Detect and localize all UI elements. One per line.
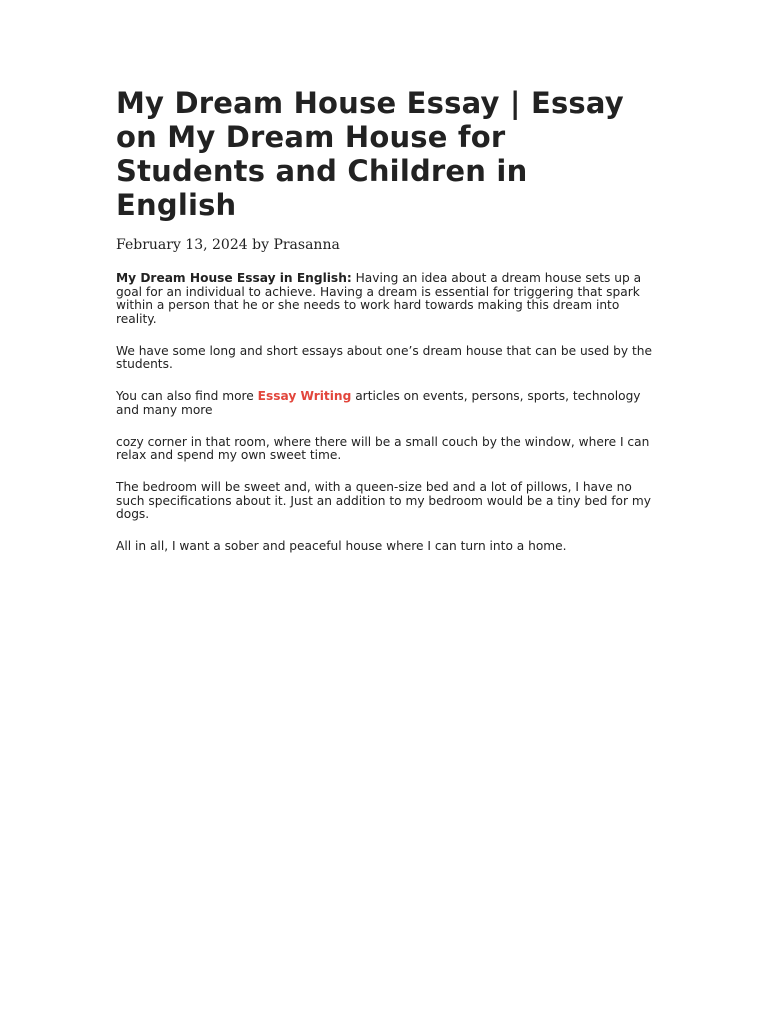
post-date: February 13, 2024 bbox=[116, 237, 248, 253]
author-name[interactable]: Prasanna bbox=[273, 237, 340, 253]
byline-prefix: by bbox=[252, 237, 269, 253]
paragraph-conclusion: All in all, I want a sober and peaceful house where I can turn into a home. bbox=[116, 539, 567, 553]
more-articles-before: You can also find more bbox=[116, 389, 258, 403]
paragraph-bedroom: The bedroom will be sweet and, with a queen-size bed and a lot of pillows, I have no such specifications about it. Just an addition to my bedroom would be a tiny bed for my dogs. bbox=[116, 480, 651, 521]
paragraph-cozy-corner: cozy corner in that room, where there will be a small couch by the window, where I can relax and spend my own sweet time. bbox=[116, 434, 650, 462]
intro-paragraph bbox=[116, 272, 652, 326]
article-title: My Dream House Essay | Essay on My Dream House for Students and Children in English bbox=[116, 86, 624, 222]
paragraph-more-articles bbox=[116, 390, 652, 417]
article bbox=[116, 86, 652, 572]
article-body bbox=[116, 272, 652, 554]
intro-lead: My Dream House Essay in English: bbox=[116, 271, 352, 285]
essay-writing-link[interactable]: Essay Writing bbox=[257, 389, 352, 403]
more-articles-after: articles on events, persons, sports, technology and many more bbox=[116, 389, 641, 417]
paragraph-essays: We have some long and short essays about one’s dream house that can be used by the students. bbox=[116, 343, 652, 371]
article-meta bbox=[116, 236, 652, 254]
intro-text: Having an idea about a dream house sets up a goal for an individual to achieve. Having a dream is essential for triggering that spark within a person that he or she needs to work hard towards making this dream into reality. bbox=[116, 271, 642, 326]
